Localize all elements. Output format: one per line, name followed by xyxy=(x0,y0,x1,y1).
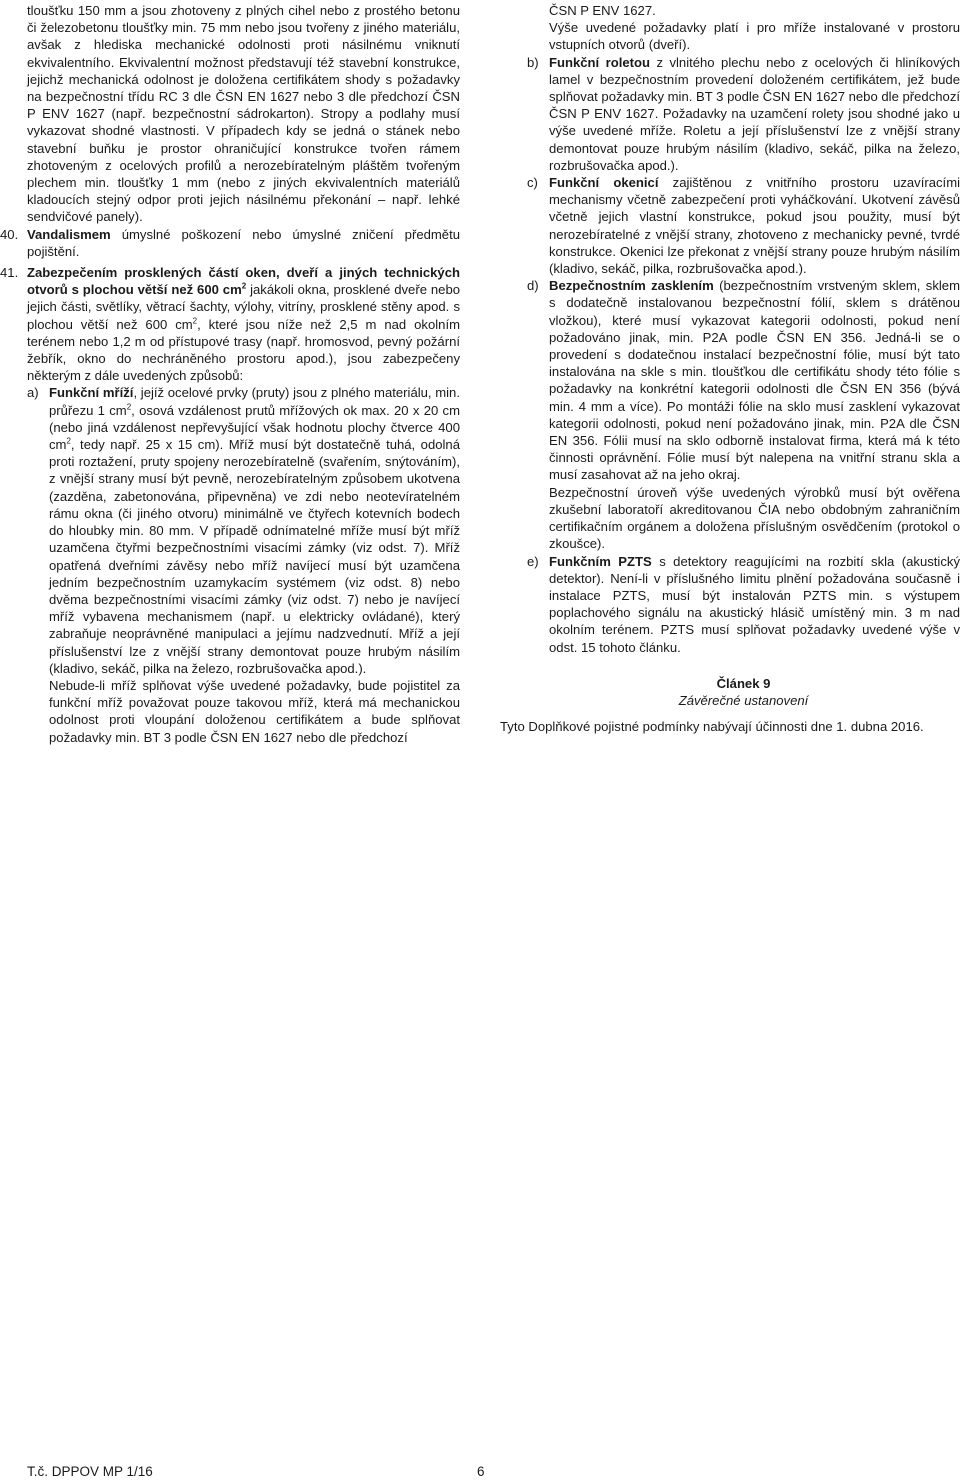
item-d-continuation: Bezpečnostní úroveň výše uvedených výrobků musí být ověřena zkušební laboratoří akreditovanou ČIA nebo obdobným zahraničním certifikačním orgánem a doložena příslušným osvědčením (protokol o zkoušce). xyxy=(549,484,960,552)
item-text: , jejíž ocelové prvky (pruty) jsou z plného materiálu, min. průřezu 1 cm xyxy=(49,385,460,418)
item-a-continuation: Nebude-li mříž splňovat výše uvedené požadavky, bude pojistitel za funkční mříž považovat pouze takovou mříž, která má mechanickou odolnost proti vloupání doloženou certifikátem a bude splňovat požadavky min. BT 3 podle ČSN EN 1627 nebo dle předchozí xyxy=(49,677,460,745)
article-heading xyxy=(527,675,960,709)
item-text: s detektory reagujícími na rozbití skla (akustický detektor). Není-li v příslušného limitu plnění požadována současně i instalace PZTS, musí být instalován PZTS min. s výstupem poplachového signálu na akustický hlásič umístěný min. 3 m nad okolním terénem. PZTS musí splňovat požadavky uvedené výše v odst. 15 tohoto článku. xyxy=(549,553,960,655)
item-text: , tedy např. 25 x 15 cm). Mříž musí být dostatečně tuhá, odolná proti roztažení, pruty spojeny nerozebíratelně (svařením, snýtováním), z vnější strany musí být pevně, nerozebíratelným způsobem ukotvena (zazděna, zabetonována, připevněna) ve zdi nebo neotevíratelném rámu okna (či jiného otvoru) minimálně ve čtyřech kotevních bodech do hloubky min. 80 mm. V případě odnímatelné mříže musí být mříž uzamčena čtyřmi bezpečnostními visacími zámky (viz odst. 7). Mříž opatřená dveřními závěsy nebo mříž navíjecí musí být uzamčena jedním bezpečnostním uzamykacím systémem (viz odst. 8) nebo dvěma bezpečnostními visacími zámky (viz odst. 7) nebo je navíjecí mříž vybavena mechanismem (např. u elektricky ovládané), který zabraňuje neoprávněné manipulaci a jejímu nadzvednutí. Mříž a její příslušenství lze z vnější strany demontovat pouze hrubým násilím (kladivo, sekáč, pilka na železo, rozbrušovačka apod.). xyxy=(49,437,460,676)
definition-text: jakákoli okna, prosklené dveře nebo jejich části, světlíky, větrací šachty, výlohy, vitríny, prosklené stěny apod. s plochou větší než 600 cm xyxy=(27,282,461,332)
item-text: zajištěnou z vnitřního prostoru uzavíracími mechanismy včetně zabezpečení proti vyháčkování. Ukotvení závěsů včetně jejich vlastní konstrukce, pokud jsou použity, musí být nerozebíratelné z vnější strany, zhotoveno z mechanicky pevné, tvrdé konstrukce. Okenici lze překonat z vnější strany pouze hrubým násilím (kladivo, sekáč, pilka, rozbrušovačka apod.). xyxy=(549,175,960,277)
term: Funkční okenicí xyxy=(549,175,659,191)
footer-document-id: T.č. DPPOV MP 1/16 xyxy=(27,1464,153,1479)
item-label: b) xyxy=(527,54,539,70)
list-item-a xyxy=(27,384,460,676)
list-item-e xyxy=(527,553,960,656)
list-item-c xyxy=(527,174,960,277)
item-text: z vlnitého plechu nebo z ocelových či hliníkových lamel v bezpečnostním provedení doloženém certifikátem, jež bude splňovat požadavky min. BT 3 podle ČSN EN 1627 nebo dle předchozí ČSN P ENV 1627. Požadavky na uzamčení rolety jsou shodné jako u výše uvedené mříže. Roletu a její příslušenství lze z vnější strany demontovat pouze hrubým násilím (kladivo, sekáč, pilka na železo, rozbrušovačka apod.). xyxy=(549,54,960,173)
definition-glazing-security xyxy=(0,264,461,384)
item-label: c) xyxy=(527,175,538,191)
footer-page-number: 6 xyxy=(477,1464,485,1479)
item-text: (bezpečnostním vrstveným sklem, sklem s dodatečně instalovanou bezpečnostní fólií, sklem s drátěnou vložkou), které musí vykazovat kategorii odolnosti, pokud není požadováno jinak, min. P2A podle ČSN EN 356. Jedná-li se o provedení s dodatečnou instalací bezpečnostní fólie, musí být tato instalována na skle s min. tloušťkou dle certifikátu shody této fólie s požadavky na konkrétní kategorii odolnosti dle ČSN EN 356 (bývá min. 4 mm a více). Po montáži fólie na sklo musí zasklení vykazovat kategorii odolnosti, pokud není požadováno jinak, min. P2A dle ČSN EN 356. Fólii musí na sklo odborně instalovat firma, která má k této činnosti oprávnění. Fólie musí být nalepena na vnitřní stranu skla a musí zasahovat až na jeho okraj. xyxy=(549,278,960,483)
item-label: a) xyxy=(27,385,39,401)
item-a-note: Výše uvedené požadavky platí i pro mříže instalované v prostoru vstupních otvorů (dveří). xyxy=(549,20,960,53)
item-number: 40. xyxy=(0,226,19,242)
term: Funkčním PZTS xyxy=(549,553,652,569)
left-column xyxy=(0,2,461,746)
item-a-end: ČSN P ENV 1627. xyxy=(549,3,656,18)
article-title: Článek 9 xyxy=(716,675,771,691)
definition-vandalism xyxy=(0,226,460,260)
item-label: e) xyxy=(527,553,539,569)
list-item-b xyxy=(527,54,960,174)
right-column xyxy=(500,2,960,735)
term: Zabezpečením prosklených částí oken, dveří a jiných technických otvorů s plochou větší než 600 $cm^2$ xyxy=(27,265,460,298)
term: Vandalismem xyxy=(27,226,111,242)
term: Bezpečnostním zasklením xyxy=(549,278,714,294)
paragraph-walls: tloušťku 150 mm a jsou zhotoveny z plných cihel nebo z prostého betonu či železobetonu tloušťky min. 75 mm nebo jsou tvořeny z jiného materiálu, avšak z hlediska mechanické odolnosti proti násilnému vniknutí ekvivalentního. Ekvivalentní možnost představují též stavební konstrukce, jejichž mechanická odolnost je doložena certifikátem shody s požadavky na bezpečnostní třídu RC 3 dle ČSN EN 1627 nebo 3 dle předchozí ČSN P ENV 1627 (např. bezpečnostní sádrokarton). Stropy a podlahy musí vykazovat shodné vlastnosti. V případech kdy se jedná o stánek nebo stavební buňku je prostor ohraničující konstrukce tvořen rámem zhotoveným z ocelových profilů a nerozebíratelným pláštěm tvořeným plechem min. tloušťky 1 mm (nebo z jiných ekvivalentních materiálů kladoucích stejný odpor proti jejich násilnému překonání – např. lehké sendvičové panely). xyxy=(27,3,460,225)
item-text: , osová vzdálenost prutů mřížových ok max. 20 x 20 cm (nebo jiná vzdálenost nepřevyšující však hodnotu plochy čtverce 400 cm xyxy=(49,402,460,453)
definition-text: úmyslné poškození nebo úmyslné zničení předmětu pojištění. xyxy=(27,226,460,259)
definition-text: , které jsou níže než 2,5 m nad okolním terénem nebo 1,2 m od přístupové trasy (např. hromosvod, pevný požární žebřík, okno do nechráněného prostoru apod.), jsou zabezpečeny některým z dále uvedených způsobů: xyxy=(27,316,460,384)
effective-date-statement: Tyto Doplňkové pojistné podmínky nabývají účinnosti dne 1. dubna 2016. xyxy=(500,719,924,735)
item-label: d) xyxy=(527,278,539,294)
superscript: 2 xyxy=(126,402,132,412)
superscript: 2 xyxy=(66,436,71,446)
article-subtitle: Závěrečné ustanovení xyxy=(678,692,809,708)
term: Funkční roletou xyxy=(549,54,651,70)
term: Funkční mříží xyxy=(49,385,134,401)
item-number: 41. xyxy=(0,265,19,281)
list-item-d xyxy=(527,277,960,483)
superscript: 2 xyxy=(192,316,198,326)
